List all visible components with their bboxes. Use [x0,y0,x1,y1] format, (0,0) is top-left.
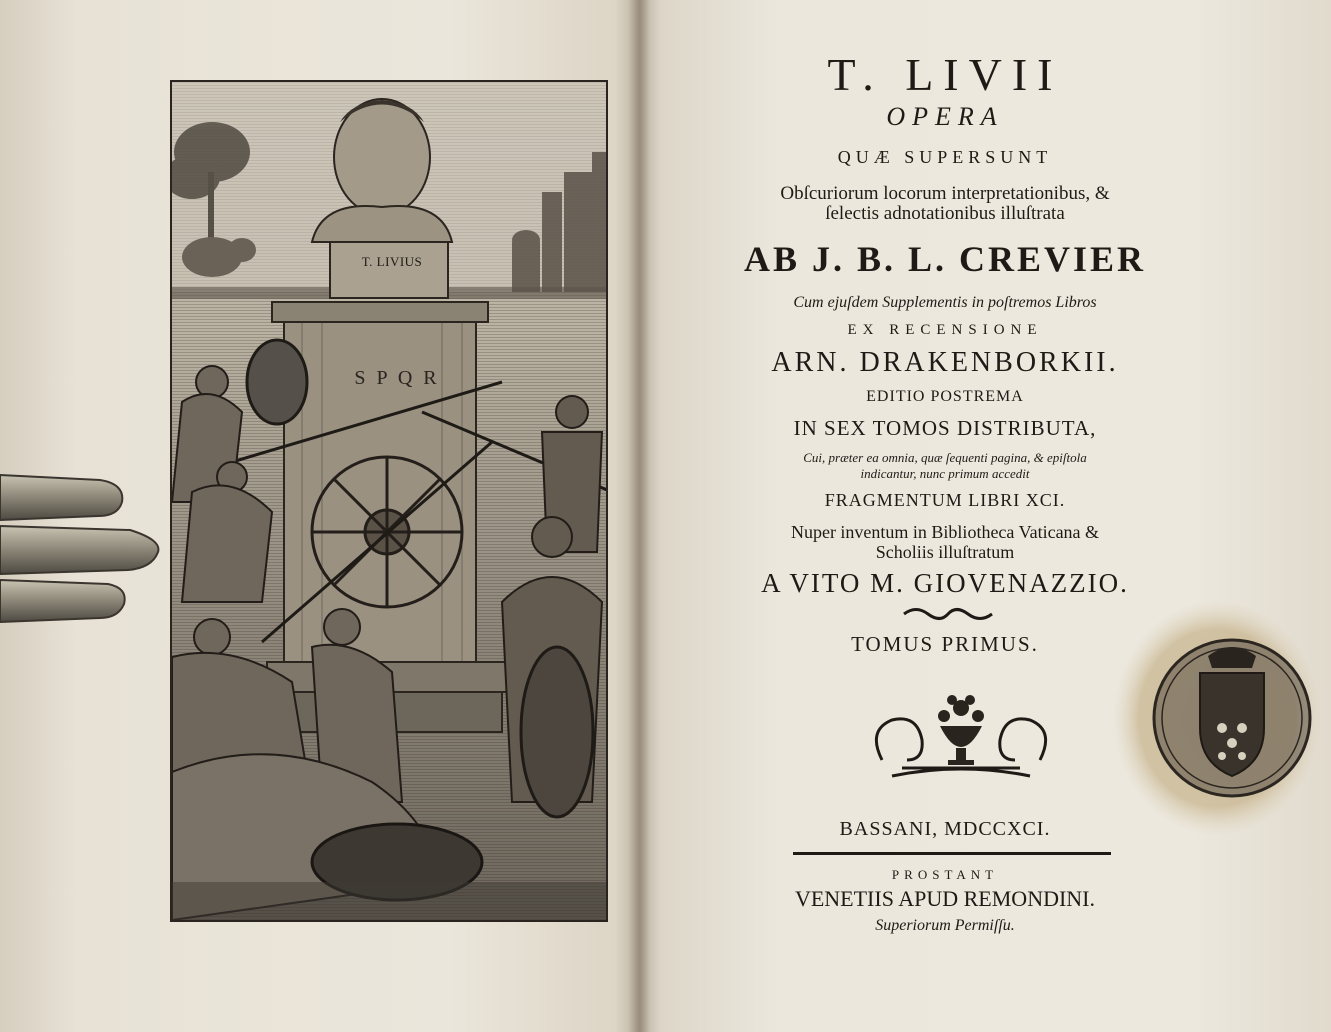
fragmentum-line: FRAGMENTUM LIBRI XCI. [824,490,1066,510]
subtitle-quae: QUÆ SUPERSUNT [837,147,1053,167]
giovenazzio-line: A VITO M. GIOVENAZZIO. [761,568,1129,598]
work-title: OPERA [886,102,1004,131]
volumes-line: IN SEX TOMOS DISTRIBUTA, [793,416,1097,440]
drakenborch-line: ARN. DRAKENBORKII. [771,347,1119,378]
engraving-drawing [172,82,606,920]
metal-page-clip [0,470,165,630]
author-title: T. LIVII [827,49,1063,100]
supplements-line: Cum ejuſdem Supplementis in poſtremos Libros [793,294,1097,311]
editor-name: AB J. B. L. CREVIER [743,239,1147,279]
permission-line: Superiorum Permiſſu. [875,917,1015,934]
fleuron-ornament [900,605,996,623]
vase-vignette-ornament [862,690,1060,778]
subtitle-selectis: ſelectis adnotationibus illuſtrata [825,203,1065,224]
edition-line: EDITIO POSTREMA [866,388,1024,405]
prostant-line: PROSTANT [891,867,999,882]
library-stamp-seal [1112,598,1322,838]
imprint-rule [793,852,1111,855]
bust-inscription: T. LIVIUS [361,254,423,269]
volume-number: TOMUS PRIMUS. [851,632,1039,656]
publisher-line: VENETIIS APUD REMONDINI. [794,886,1096,911]
subtitle-obscuriorum: Obſcuriorum locorum interpretationibus, & [780,183,1110,204]
nuper-line: Nuper inventum in Bibliotheca Vaticana & [790,522,1100,542]
book-gutter [628,0,650,1032]
scholiis-line: Scholiis illuſtratum [875,542,1015,562]
recension-line: EX RECENSIONE [847,322,1043,338]
cui-line-2: indicantur, nunc primum accedit [860,466,1030,481]
imprint-place-date: BASSANI, MDCCXCI. [839,818,1051,840]
frontispiece-engraving [170,80,608,922]
cui-line-1: Cui, præter ea omnia, quæ ſequenti pagina, & epiſtola [803,450,1087,465]
column-inscription: S P Q R [354,367,440,389]
